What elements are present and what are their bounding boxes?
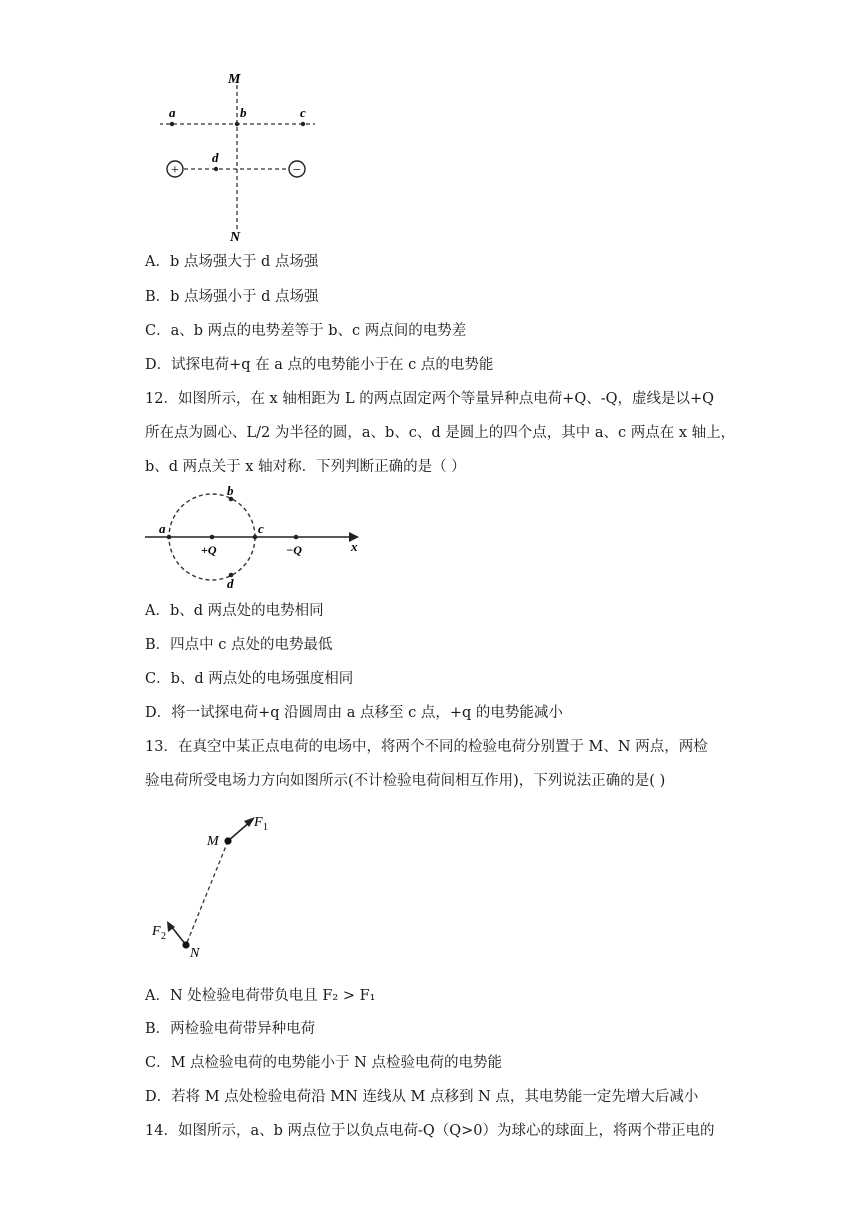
q12-option-c: C．b、d 两点处的电场强度相同 bbox=[145, 671, 354, 687]
label-d: d bbox=[212, 150, 219, 165]
label-c: c bbox=[258, 521, 264, 536]
label-b: b bbox=[240, 105, 247, 120]
negative-charge-icon bbox=[289, 161, 305, 178]
q13-option-b: B．两检验电荷带异种电荷 bbox=[145, 1021, 316, 1037]
q12-stem-line-1: 12．如图所示，在 x 轴相距为 L 的两点固定两个等量异种点电荷+Q、-Q，虚线是以+Q bbox=[145, 391, 715, 407]
label-a: a bbox=[159, 521, 166, 536]
svg-text:+: + bbox=[171, 163, 179, 178]
label-a: a bbox=[169, 105, 176, 120]
q12-stem-line-3: b、d 两点关于 x 轴对称．下列判断正确的是（ ） bbox=[145, 459, 466, 475]
label-M: M bbox=[207, 834, 219, 849]
q13-option-c: C．M 点检验电荷的电势能小于 N 点检验电荷的电势能 bbox=[145, 1055, 502, 1071]
figure-q12-circle bbox=[145, 485, 370, 590]
label-F1-subscript: 1 bbox=[263, 822, 268, 833]
q11-option-b: B．b 点场强小于 d 点场强 bbox=[145, 289, 319, 305]
positive-charge-icon bbox=[167, 161, 183, 178]
q13-option-d: D．若将 M 点处检验电荷沿 MN 连线从 M 点移到 N 点，其电势能一定先增大后减小 bbox=[145, 1089, 699, 1105]
label-F2: F bbox=[152, 924, 161, 939]
q12-stem-line-2: 所在点为圆心、L/2 为半径的圆，a、b、c、d 是圆上的四个点，其中 a、c 两点在 x 轴上， bbox=[145, 425, 736, 441]
svg-text:−: − bbox=[293, 163, 301, 178]
q12-option-b: B．四点中 c 点处的电势最低 bbox=[145, 637, 333, 653]
label-plus-q: +Q bbox=[201, 543, 217, 557]
q13-option-a: A．N 处检验电荷带负电且 F₂ > F₁ bbox=[145, 988, 376, 1004]
label-N: N bbox=[230, 230, 241, 245]
q11-option-a: A．b 点场强大于 d 点场强 bbox=[145, 254, 319, 270]
label-M: M bbox=[228, 72, 241, 87]
q13-stem-line-1: 13．在真空中某正点电荷的电场中，将两个不同的检验电荷分别置于 M、N 两点，两检 bbox=[145, 739, 708, 755]
q12-option-a: A．b、d 两点处的电势相同 bbox=[145, 603, 324, 619]
q13-stem-line-2: 验电荷所受电场力方向如图所示(不计检验电荷间相互作用)，下列说法正确的是( ) bbox=[145, 773, 666, 789]
figure-q11-charges bbox=[160, 65, 330, 245]
label-x-axis: x bbox=[351, 539, 358, 554]
figure-q13-forces bbox=[145, 805, 290, 965]
label-F2-subscript: 2 bbox=[161, 931, 166, 942]
q12-option-d: D．将一试探电荷+q 沿圆周由 a 点移至 c 点，+q 的电势能减小 bbox=[145, 705, 563, 721]
label-d: d bbox=[227, 576, 234, 590]
label-minus-q: −Q bbox=[286, 543, 302, 557]
q14-stem-line-1: 14．如图所示，a、b 两点位于以负点电荷-Q（Q>0）为球心的球面上，将两个带正电的 bbox=[145, 1123, 715, 1139]
label-N: N bbox=[190, 946, 200, 961]
label-F1: F bbox=[254, 815, 263, 830]
label-c: c bbox=[300, 105, 306, 120]
label-b: b bbox=[227, 485, 234, 498]
q11-option-d: D．试探电荷+q 在 a 点的电势能小于在 c 点的电势能 bbox=[145, 357, 494, 373]
q11-option-c: C．a、b 两点的电势差等于 b、c 两点间的电势差 bbox=[145, 323, 467, 339]
